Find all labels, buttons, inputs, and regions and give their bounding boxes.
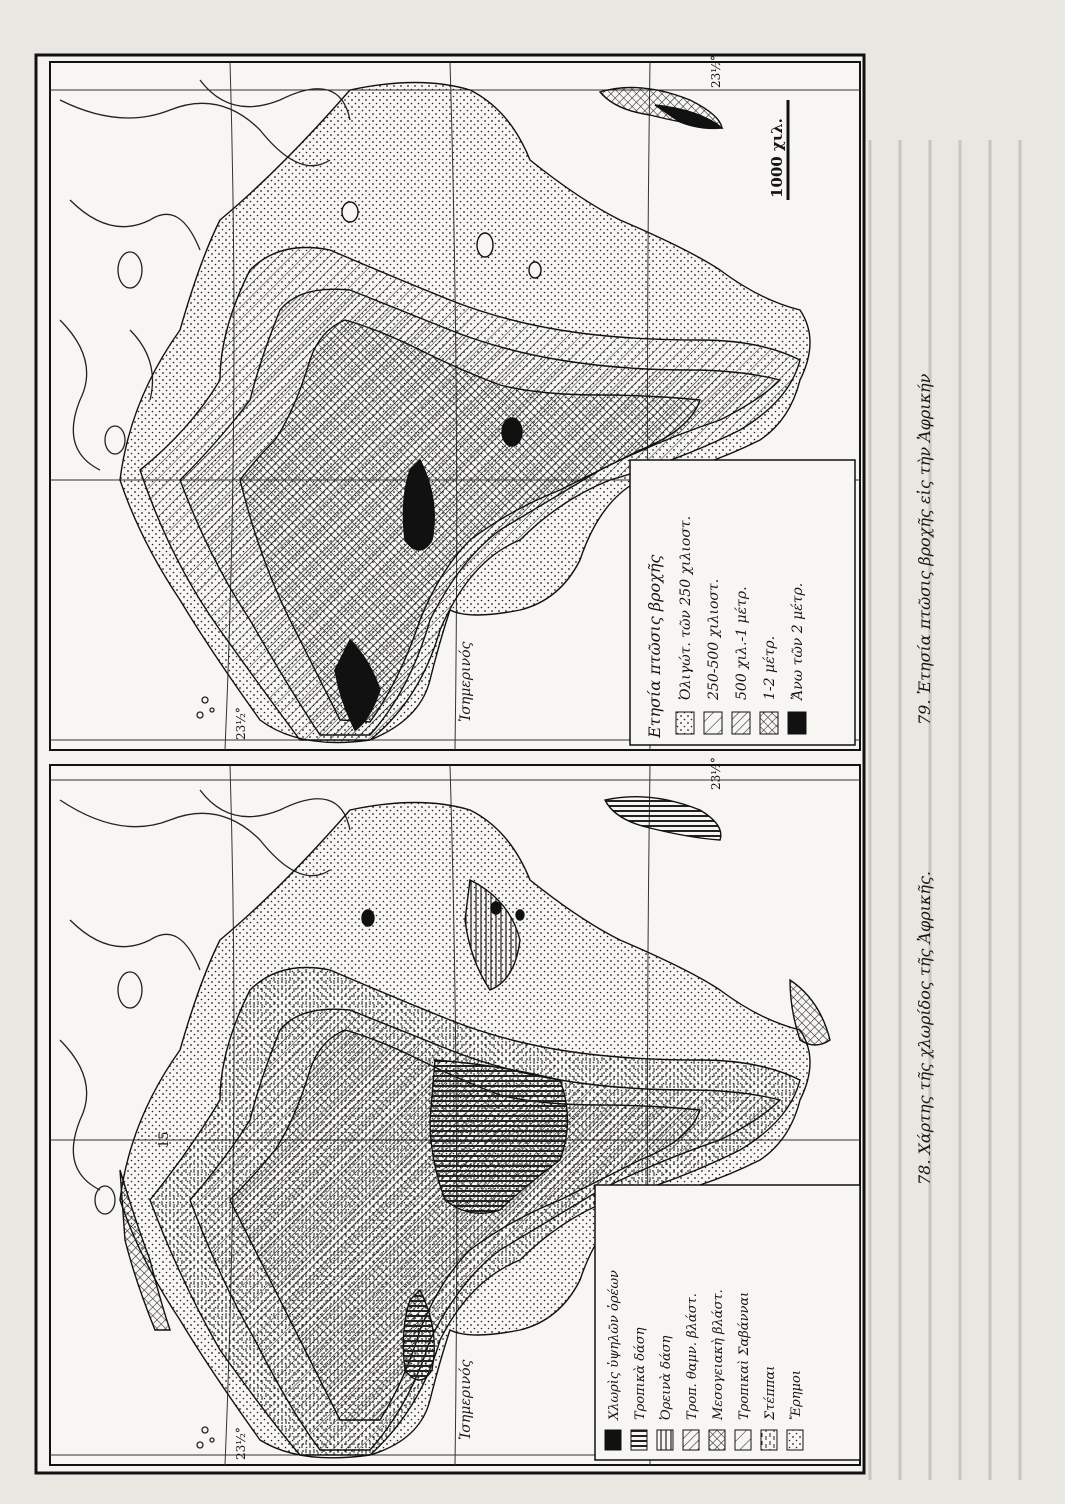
rainfall-legend [630,460,855,745]
svg-text:250-500 χιλιοστ.: 250-500 χιλιοστ. [706,578,722,700]
background-text-lines [870,140,1020,1480]
svg-text:Μεσογειακὴ βλάστ.: Μεσογειακὴ βλάστ. [711,1289,726,1420]
svg-text:Ὀρεινὰ δάση: Ὀρεινὰ δάση [659,1335,674,1420]
svg-text:Στέππαι: Στέππαι [763,1365,778,1420]
svg-text:1000 χιλ.: 1000 χιλ. [768,118,786,198]
vegetation-caption: 78. Χάρτης τῆς χλωρίδος τῆς Ἀφρικῆς. [915,870,934,1185]
vegetation-map [50,757,860,1465]
vegetation-tropic-west-label: 23½° [234,1427,248,1460]
svg-text:Χλωρὶς ὑψηλῶν ὀρέων: Χλωρὶς ὑψηλῶν ὀρέων [607,1270,622,1420]
rainfall-legend-item [760,636,778,734]
vegetation-legend-item [787,1370,804,1450]
rainfall-caption: 79. Ἐτησία πτῶσις βροχῆς εἰς τὴν Ἀφρικήν [915,373,934,725]
svg-text:Ὀλιγώτ. τῶν 250 χιλιοστ.: Ὀλιγώτ. τῶν 250 χιλιοστ. [678,515,694,700]
rainfall-legend-item [732,586,750,734]
vegetation-longitude-label: 15 [157,1131,172,1148]
svg-text:Τροπικὰ δάση: Τροπικὰ δάση [633,1327,648,1420]
svg-text:1-2 μέτρ.: 1-2 μέτρ. [762,635,778,700]
svg-text:Ἔρημοι: Ἔρημοι [789,1370,804,1420]
rainfall-map [50,55,860,750]
svg-text:Ἄνω τῶν 2 μέτρ.: Ἄνω τῶν 2 μέτρ. [790,582,806,700]
rainfall-legend-title: Ετησία πτῶσις βροχῆς [645,554,664,738]
svg-text:500 χιλ.-1 μέτρ.: 500 χιλ.-1 μέτρ. [734,586,750,700]
rainfall-tropic-west-label: 23½° [234,707,248,740]
svg-text:Τροπ. θαμν. βλάστ.: Τροπ. θαμν. βλάστ. [685,1293,700,1420]
svg-text:Τροπικαὶ Σαβάνναι: Τροπικαὶ Σαβάνναι [737,1291,752,1420]
vegetation-tropic-east-label: 23½° [709,757,723,790]
rainfall-equator-label: Ἰσημερινός [458,641,474,722]
rainfall-tropic-east-label: 23½° [709,55,723,88]
vegetation-legend-item [631,1327,648,1450]
vegetation-legend-item [657,1335,674,1450]
vegetation-equator-label: Ἰσημερινός [458,1359,474,1440]
vegetation-legend [595,1185,860,1460]
vegetation-legend-item [761,1366,778,1450]
